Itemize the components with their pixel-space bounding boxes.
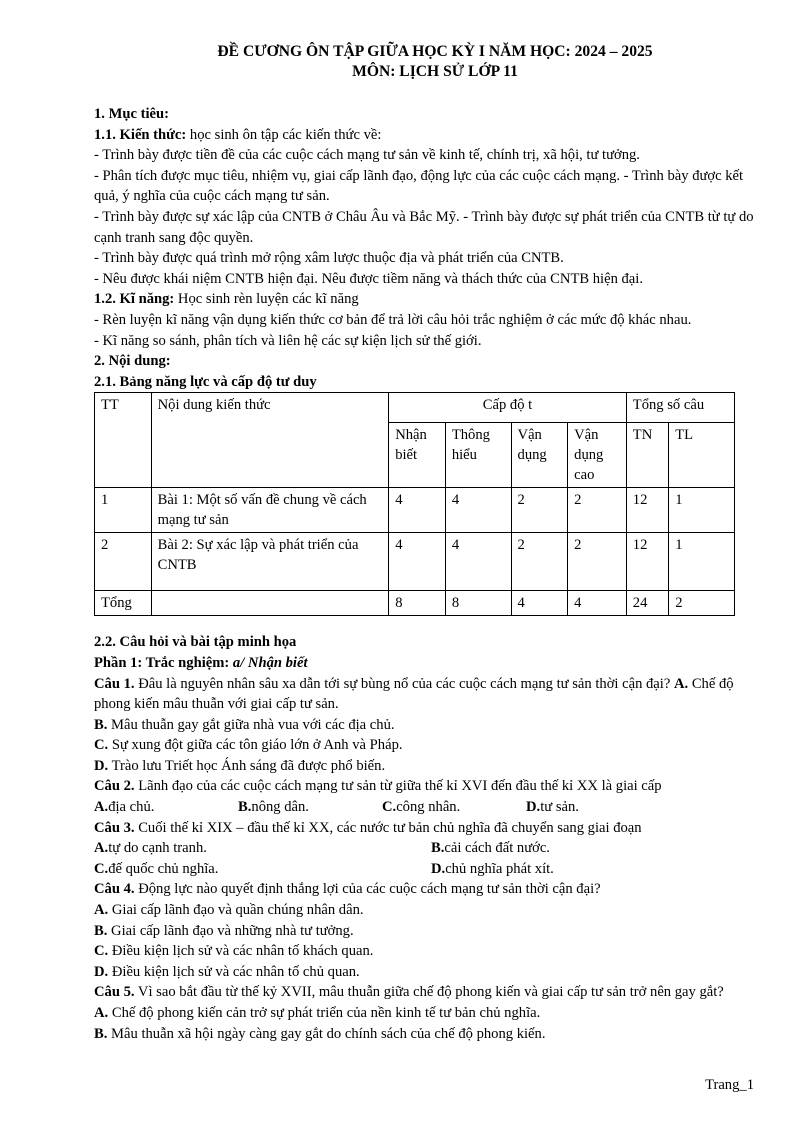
part1-line — [94, 653, 756, 674]
kienthuc-text: học sinh ôn tập các kiến thức về: — [186, 126, 382, 143]
q4-option-d: D. Điều kiện lịch sử và các nhân tố chủ quan. — [94, 963, 360, 980]
cell-total-nb: 8 — [389, 591, 446, 616]
header-tt: TT — [95, 393, 152, 488]
question-1: Câu 1. Đâu là nguyên nhân sâu xa dẫn tới sự bùng nổ của các cuộc cách mạng tư sản thời cận đại? A. Chế độ phong kiến mâu thuẫn với giai cấp tư sản. — [94, 675, 734, 713]
q5-option-b: B. Mâu thuẫn xã hội ngày càng gay gắt do chính sách của chế độ phong kiến. — [94, 1025, 546, 1042]
skill-item: - Kĩ năng so sánh, phân tích và liên hệ các sự kiện lịch sử thế giới. — [94, 332, 482, 349]
part1-label: Phần 1: Trắc nghiệm: — [94, 654, 233, 671]
cell-tt: 1 — [95, 488, 152, 533]
header-tl: TL — [669, 423, 735, 488]
q2-option-d: D.tư sản. — [526, 799, 579, 816]
cell-tt: 2 — [95, 533, 152, 591]
question-4: Câu 4. Động lực nào quyết định thắng lợi của các cuộc cách mạng tư sản thời cận đại? — [94, 881, 601, 898]
cell-vdc: 2 — [568, 488, 627, 533]
objective-item: - Trình bày được quá trình mở rộng xâm lược thuộc địa và phát triển của CNTB. — [94, 250, 564, 267]
cell-total-vd: 4 — [511, 591, 568, 616]
section1-heading: 1. Mục tiêu: — [94, 106, 169, 122]
cell-noidung: Bài 2: Sự xác lập và phát triển của CNTB — [151, 533, 389, 591]
q1-option-b: B. Mâu thuẫn gay gắt giữa nhà vua với các địa chủ. — [94, 716, 395, 733]
page-number: Trang_1 — [705, 1077, 754, 1093]
q4-option-c: C. Điều kiện lịch sử và các nhân tố khách quan. — [94, 943, 374, 960]
q1-option-d: D. Trào lưu Triết học Ánh sáng đã được phổ biến. — [94, 757, 386, 774]
header-tn: TN — [626, 423, 668, 488]
q3-option-c: C.đế quốc chủ nghĩa. — [94, 860, 219, 877]
section2-heading: 2. Nội dung: — [94, 353, 171, 370]
q5-option-a: A. Chế độ phong kiến cản trở sự phát triển của nền kinh tế tư bản chủ nghĩa. — [94, 1005, 541, 1021]
kinang-text: Học sinh rèn luyện các kĩ năng — [174, 291, 359, 308]
doc-title-line1: ĐỀ CƯƠNG ÔN TẬP GIỮA HỌC KỲ I NĂM HỌC: 2024 – 2025 — [217, 43, 653, 60]
kienthuc-label: 1.1. Kiến thức: — [94, 126, 187, 143]
objective-item: - Trình bày được tiền đề của các cuộc cách mạng tư sản về kinh tế, chính trị, xã hội, tư tưởng. — [94, 147, 640, 164]
question-3: Câu 3. Cuối thế kỉ XIX – đầu thế kỉ XX, các nước tư bản chủ nghĩa đã chuyển sang giai đoạn — [94, 819, 642, 836]
cell-total-tn: 24 — [626, 591, 668, 616]
cell-total-th: 8 — [445, 591, 511, 616]
question-5: Câu 5. Vì sao bắt đầu từ thế kỷ XVII, mâu thuẫn giữa chế độ phong kiến và giai cấp tư sản trở nên gay gắt? — [94, 984, 724, 1001]
cell-total-label: Tổng — [95, 591, 152, 616]
header-vandungcao: Vận dụng cao — [568, 423, 627, 488]
q2-options — [94, 797, 756, 818]
kienthuc-line — [94, 125, 756, 146]
q3-options-row1 — [94, 838, 756, 859]
q2-option-b: B.nông dân. — [238, 799, 309, 816]
objective-item: - Trình bày được sự xác lập của CNTB ở Châu Âu và Bắc Mỹ. - Trình bày được sự phát triển của CNTB từ tự do cạnh tranh sang độc quyền. — [94, 208, 754, 246]
skill-item: - Rèn luyện kĩ năng vận dụng kiến thức cơ bản để trả lời câu hỏi trắc nghiệm ở các mức độ khác nhau. — [94, 311, 692, 328]
kinang-line — [94, 289, 756, 310]
q3-option-d: D.chủ nghĩa phát xít. — [431, 860, 554, 877]
q4-option-a: A. Giai cấp lãnh đạo và quần chúng nhân dân. — [94, 902, 364, 919]
doc-title-line2: MÔN: LỊCH SỬ LỚP 11 — [352, 63, 518, 80]
question-2: Câu 2. Lãnh đạo của các cuộc cách mạng tư sản từ giữa thế kỉ XVI đến đầu thế kỉ XX là giai cấp — [94, 778, 662, 795]
table-row — [95, 488, 735, 533]
q3-options-row2 — [94, 859, 756, 880]
cell-total-empty — [151, 591, 389, 616]
q3-option-b: B.cải cách đất nước. — [431, 840, 550, 857]
q2-option-c: C.công nhân. — [382, 799, 461, 816]
section22-heading: 2.2. Câu hỏi và bài tập minh họa — [94, 634, 297, 651]
objective-item: - Nêu được khái niệm CNTB hiện đại. Nêu được tiềm năng và thách thức của CNTB hiện đại. — [94, 270, 643, 287]
cell-nb: 4 — [389, 533, 446, 591]
cell-total-tl: 2 — [669, 591, 735, 616]
cell-th: 4 — [445, 533, 511, 591]
cell-th: 4 — [445, 488, 511, 533]
table-heading: 2.1. Bảng năng lực và cấp độ tư duy — [94, 373, 317, 390]
part1-sub: a/ Nhận biết — [232, 654, 308, 671]
objective-item: - Phân tích được mục tiêu, nhiệm vụ, giai cấp lãnh đạo, động lực của các cuộc cách mạng. - Trình bày được kết quả, ý nghĩa của cuộc cách mạng tư sản. — [94, 167, 744, 205]
header-vandung: Vận dụng — [511, 423, 568, 488]
cell-vd: 2 — [511, 533, 568, 591]
cell-tn: 12 — [626, 533, 668, 591]
q2-option-a: A.địa chủ. — [94, 799, 155, 816]
header-noidung: Nội dung kiến thức — [151, 393, 389, 488]
cell-tl: 1 — [669, 533, 735, 591]
cell-tn: 12 — [626, 488, 668, 533]
header-nhanbiet: Nhận biết — [389, 423, 446, 488]
table-row — [95, 533, 735, 591]
header-tong: Tổng số câu — [626, 393, 734, 423]
q4-option-b: B. Giai cấp lãnh đạo và những nhà tư tưởng. — [94, 922, 354, 939]
header-thonghieu: Thông hiểu — [445, 423, 511, 488]
q3-option-a: A.tự do cạnh tranh. — [94, 840, 207, 857]
cell-noidung: Bài 1: Một số vấn đề chung về cách mạng tư sản — [151, 488, 389, 533]
q1-option-c: C. Sự xung đột giữa các tôn giáo lớn ở Anh và Pháp. — [94, 737, 403, 754]
table-total-row — [95, 591, 735, 616]
cell-total-vdc: 4 — [568, 591, 627, 616]
cell-tl: 1 — [669, 488, 735, 533]
document-page — [94, 42, 756, 1044]
header-capdo: Cấp độ t — [389, 393, 627, 423]
cell-vd: 2 — [511, 488, 568, 533]
cell-vdc: 2 — [568, 533, 627, 591]
kinang-label: 1.2. Kĩ năng: — [94, 291, 175, 308]
cell-nb: 4 — [389, 488, 446, 533]
competency-table — [94, 392, 735, 616]
